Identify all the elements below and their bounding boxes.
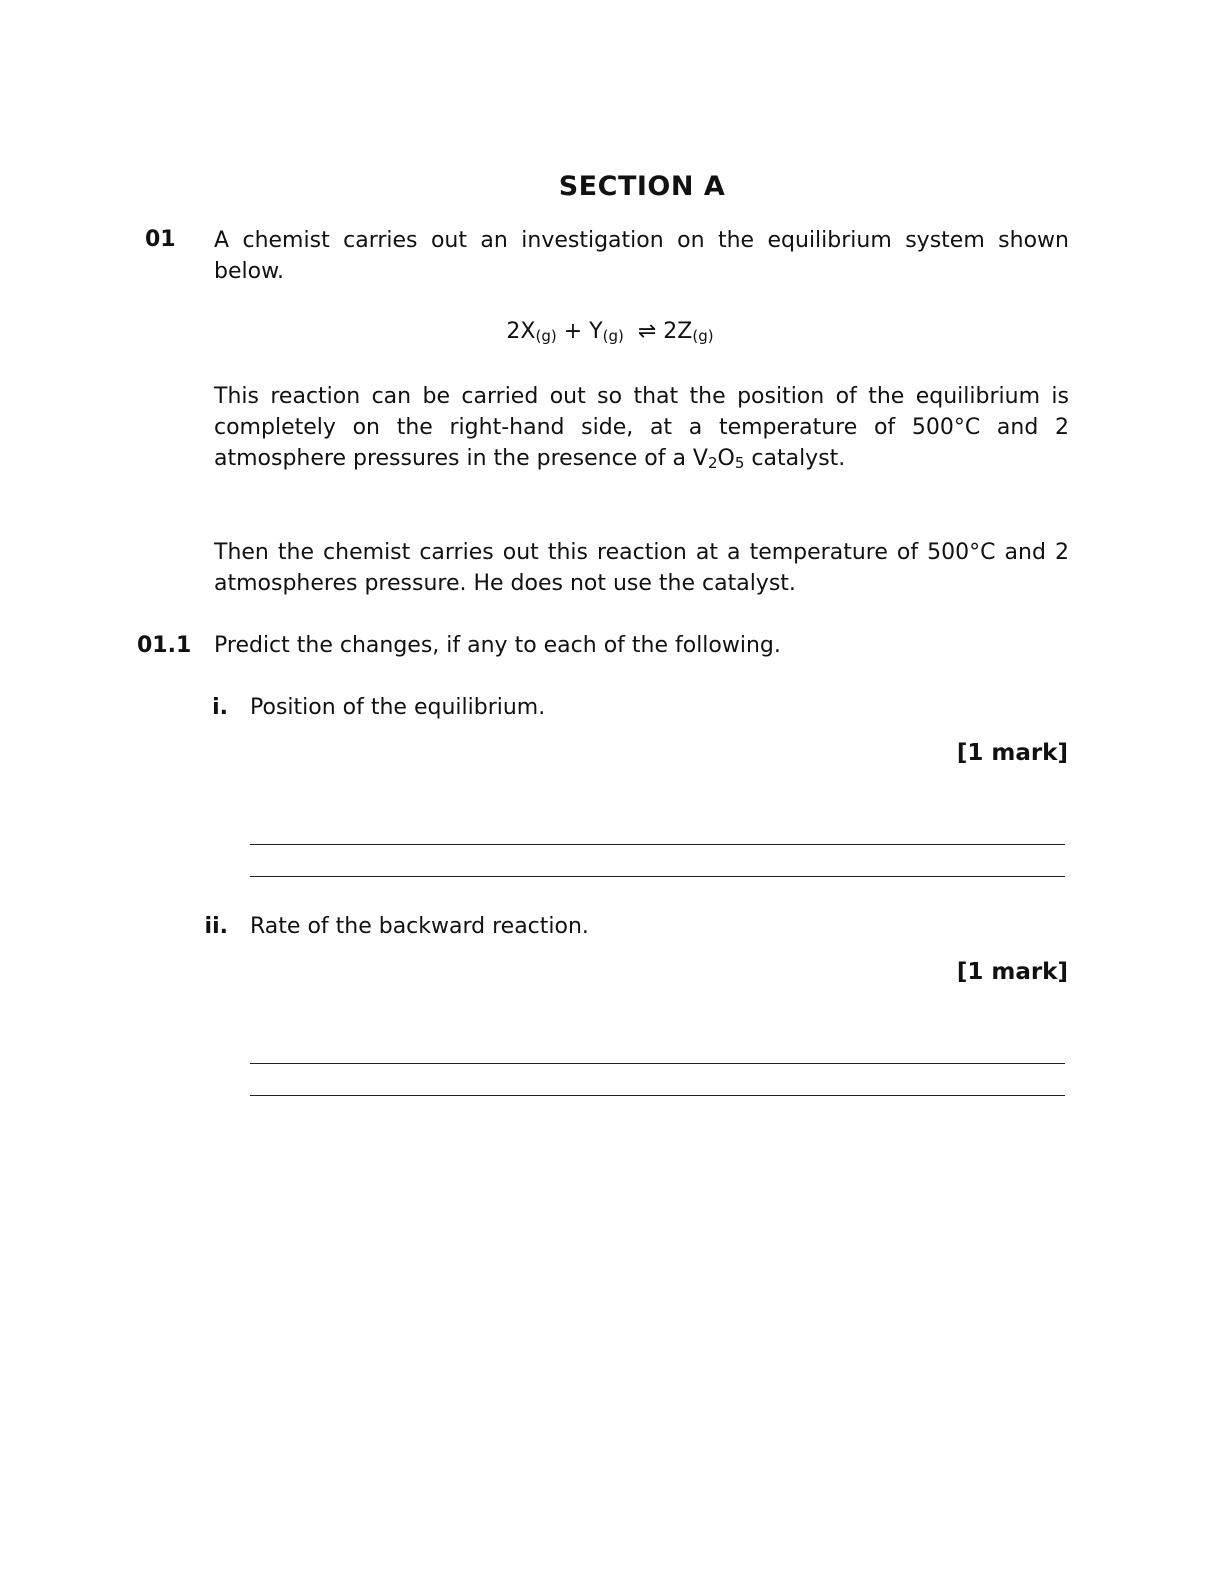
part-label: ii. — [204, 914, 228, 939]
equation-y-term: Y — [589, 319, 603, 344]
conditions-text: This reaction can be carried out so that the position of the equilibrium is completely on the right-hand side, at a temperature of 500°C and 2 atmosphere pressures in the presence of a V — [214, 384, 1069, 471]
answer-line[interactable] — [250, 876, 1065, 877]
answer-line[interactable] — [250, 1095, 1065, 1096]
question-number: 01 — [145, 227, 176, 252]
subquestion-number: 01.1 — [137, 633, 192, 658]
equation-x-term: 2X — [506, 319, 536, 344]
no-catalyst-paragraph: Then the chemist carries out this reaction at a temperature of 500°C and 2 atmospheres pressure. He does not use the catalyst. — [214, 540, 1069, 596]
catalyst-suffix: catalyst. — [744, 446, 846, 471]
equation-z-state: (g) — [692, 327, 714, 345]
marks-label: [1 mark] — [956, 959, 1068, 985]
equation-x-state: (g) — [535, 327, 557, 345]
subquestion-prompt: Predict the changes, if any to each of the following. — [214, 633, 781, 658]
part-text: Rate of the backward reaction. — [250, 914, 589, 939]
equation-z-term: 2Z — [663, 319, 693, 344]
equilibrium-arrow-icon: ⇌ — [637, 319, 657, 344]
part-text: Position of the equilibrium. — [250, 695, 546, 720]
catalyst-subscript-o: 5 — [734, 454, 745, 472]
question-intro: A chemist carries out an investigation on the equilibrium system shown below. — [214, 228, 1069, 284]
part-label: i. — [212, 695, 228, 720]
marks-label: [1 mark] — [956, 740, 1068, 766]
answer-line[interactable] — [250, 844, 1065, 845]
section-title: SECTION A — [558, 171, 726, 202]
catalyst-subscript-v: 2 — [707, 454, 718, 472]
chemical-equation — [0, 319, 1220, 345]
equation-plus: + — [563, 319, 583, 344]
equation-y-state: (g) — [602, 327, 624, 345]
catalyst-oxygen: O — [717, 446, 735, 471]
answer-line[interactable] — [250, 1063, 1065, 1064]
reaction-conditions-paragraph — [214, 381, 1069, 479]
